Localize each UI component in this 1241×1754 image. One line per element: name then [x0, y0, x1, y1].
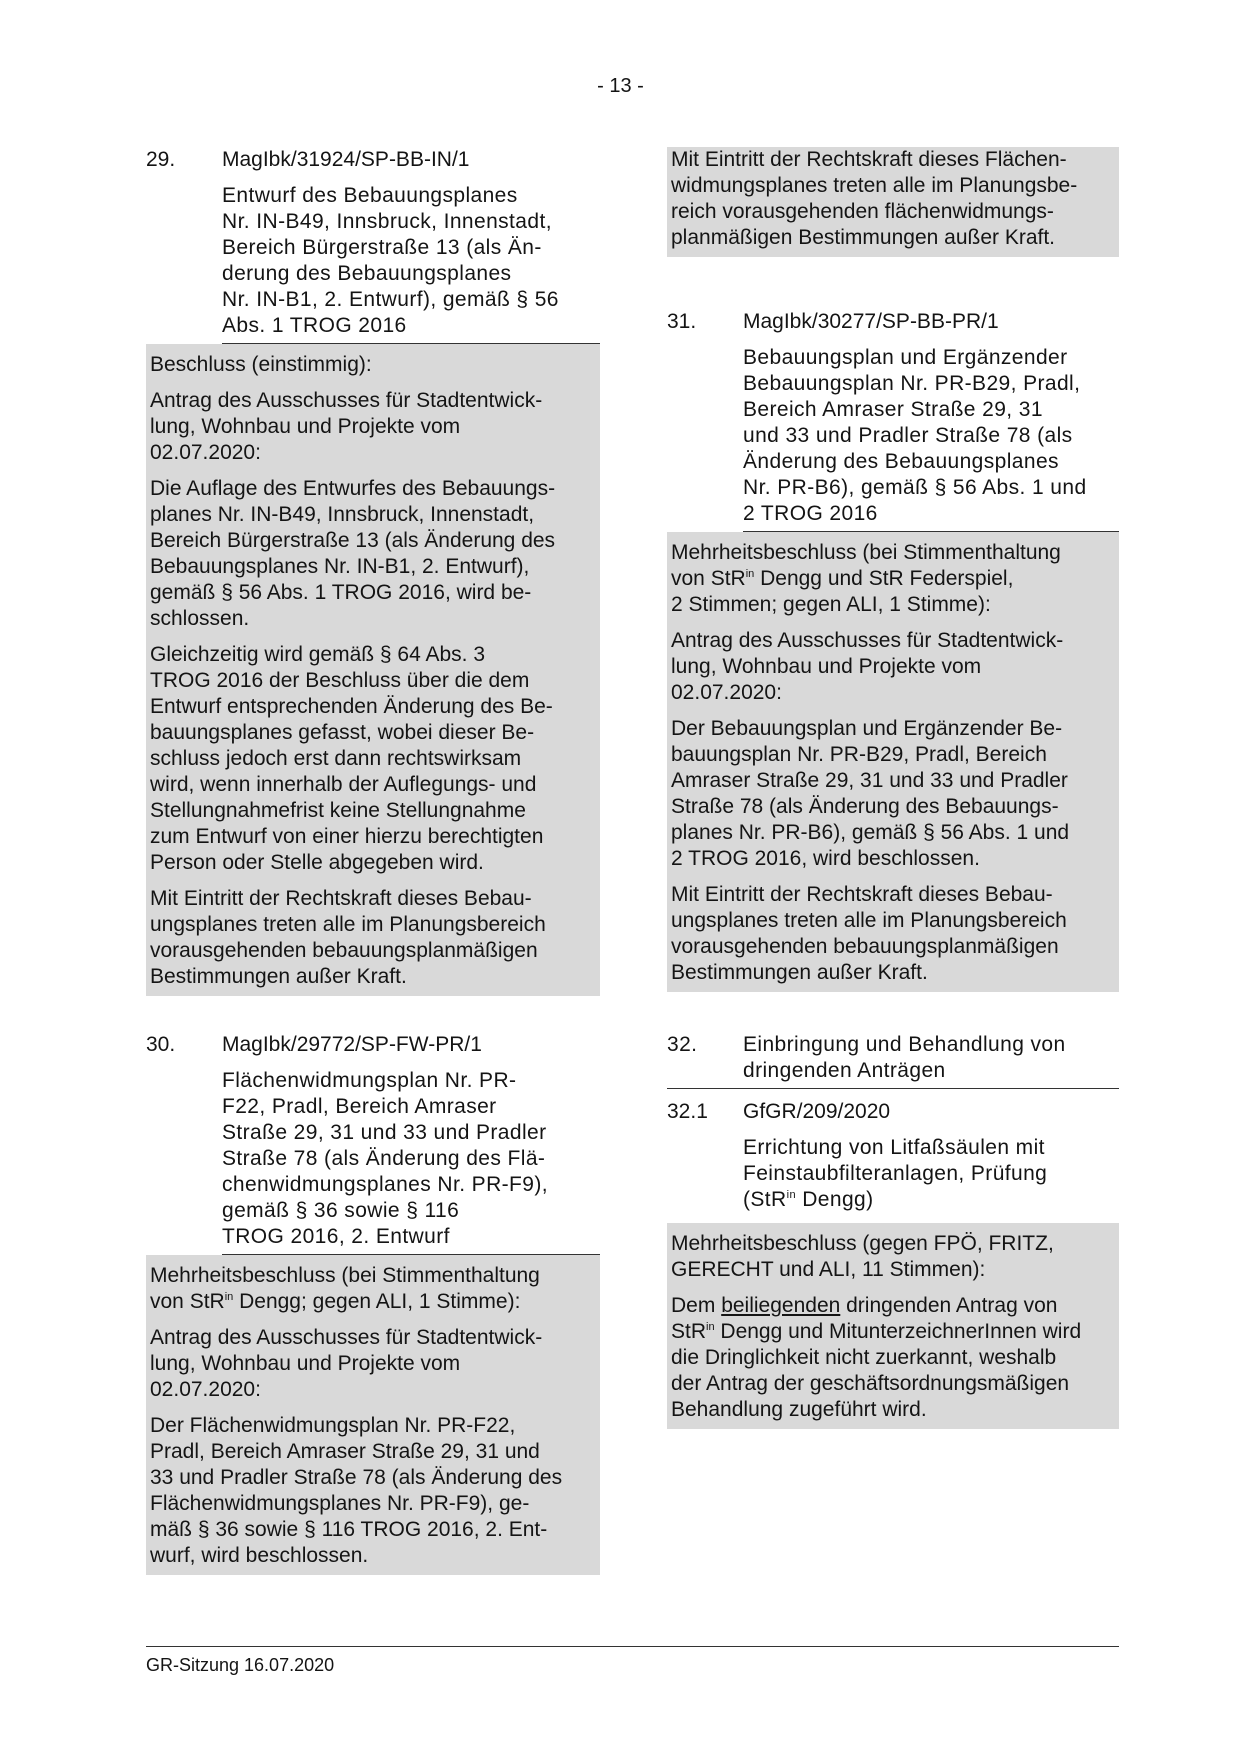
decision-type: Mehrheitsbeschluss (bei Stimmenthaltung von StR$^{in}$ Dengg und StR Federspiel, 2 Stimmen; gegen ALI, 1 Stimme): — [671, 541, 1061, 616]
agenda-item-32 — [667, 1032, 1119, 1089]
agenda-item-30 — [146, 1032, 600, 1575]
resolution-text: Mit Eintritt der Rechtskraft dieses Bebau- ungsplanes treten alle im Planungsbereich vorausgehenden bebauungsplanmäßigen Bestimmungen außer Kraft. — [671, 883, 1067, 984]
left-column — [146, 147, 600, 1575]
decision-type: Mehrheitsbeschluss (bei Stimmenthaltung von StR$^{in}$ Dengg; gegen ALI, 1 Stimme): — [150, 1264, 540, 1313]
resolution-text: Die Auflage des Entwurfes des Bebauungs- planes Nr. IN-B49, Innsbruck, Innenstadt, Bereich Bürgerstraße 13 (als Änderung des Bebauungsplanes Nr. IN-B1, 2. Entwurf), gemäß § 56 Abs. 1 TROG 2016, wird be- schlossen. — [150, 477, 556, 630]
motion-source: Antrag des Ausschusses für Stadtentwick- lung, Wohnbau und Projekte vom 02.07.2020: — [150, 389, 543, 464]
item-reference: MagIbk/29772/SP-FW-PR/1 — [222, 1033, 482, 1056]
item-number: 32. — [667, 1033, 698, 1056]
item-title: Bebauungsplan und Ergänzender Bebauungsplan Nr. PR-B29, Pradl, Bereich Amraser Straße 29, 31 und 33 und Pradler Straße 78 (als Änderung des Bebauungsplanes Nr. PR-B6), gemäß § 56 Abs. 1 und 2 TROG 2016 — [743, 345, 1119, 532]
resolution-text: Mit Eintritt der Rechtskraft dieses Flächen- widmungsplanes treten alle im Planungsbe- reich vorausgehenden flächenwidmungs- planmäßigen Bestimmungen außer Kraft. — [671, 148, 1078, 249]
footer-session-date: GR-Sitzung 16.07.2020 — [146, 1655, 335, 1675]
item-title: Entwurf des Bebauungsplanes Nr. IN-B49, Innsbruck, Innenstadt, Bereich Bürgerstraße 13 (als Än- derung des Bebauungsplanes Nr. IN-B1, 2. Entwurf), gemäß § 56 Abs. 1 TROG 2016 — [222, 183, 600, 344]
item-reference: MagIbk/31924/SP-BB-IN/1 — [222, 148, 470, 171]
motion-source: Antrag des Ausschusses für Stadtentwick- lung, Wohnbau und Projekte vom 02.07.2020: — [150, 1326, 543, 1401]
item-number: 32.1 — [667, 1100, 708, 1123]
resolution-text: Der Flächenwidmungsplan Nr. PR-F22, Pradl, Bereich Amraser Straße 29, 31 und 33 und Pradler Straße 78 (als Änderung des Flächenwidmungsplanes Nr. PR-F9), ge- mäß § 36 sowie § 116 TROG 2016, 2. Ent- wurf, wird beschlossen. — [150, 1414, 563, 1567]
resolution-text: Dem beiliegenden dringenden Antrag von StR$^{in}$ Dengg und MitunterzeichnerInnen wird die Dringlichkeit nicht zuerkannt, weshalb der Antrag der geschäftsordnungsmäßigen Behandlung zugeführt wird. — [671, 1294, 1082, 1421]
resolution-text: Gleichzeitig wird gemäß § 64 Abs. 3 TROG 2016 der Beschluss über die dem Entwurf entsprechenden Änderung des Be- bauungsplanes gefasst, wobei dieser Be- schluss jedoch erst dann rechtswirksam wird, wenn innerhalb der Auflegungs- und Stellungnahmefrist keine Stellungnahme zum Entwurf von einer hierzu berechtigten Person oder Stelle abgegeben wird. — [150, 643, 553, 874]
resolution-box — [667, 532, 1119, 992]
item-reference: GfGR/209/2020 — [743, 1100, 891, 1123]
page-number: - 13 - — [597, 75, 644, 97]
agenda-item-32-1 — [667, 1099, 1119, 1429]
item-title: Einbringung und Behandlung von dringenden Anträgen — [743, 1033, 1066, 1082]
agenda-item-31 — [667, 309, 1119, 992]
resolution-box — [146, 344, 600, 996]
item-title: Flächenwidmungsplan Nr. PR- F22, Pradl, Bereich Amraser Straße 29, 31 und 33 und Pradler Straße 78 (als Änderung des Flä- chenwidmungsplanes Nr. PR-F9), gemäß § 36 sowie § 116 TROG 2016, 2. Entwurf — [222, 1068, 600, 1255]
item-title: Errichtung von Litfaßsäulen mit Feinstaubfilteranlagen, Prüfung (StR$^{in}$ Dengg) — [743, 1136, 1048, 1211]
item-number: 30. — [146, 1033, 176, 1056]
item-reference: MagIbk/30277/SP-BB-PR/1 — [743, 310, 999, 333]
decision-type: Beschluss (einstimmig): — [150, 353, 372, 376]
agenda-item-29 — [146, 147, 600, 996]
footer-divider — [146, 1646, 1119, 1647]
resolution-text: Mit Eintritt der Rechtskraft dieses Bebau- ungsplanes treten alle im Planungsbereich vorausgehenden bebauungsplanmäßigen Bestimmungen außer Kraft. — [150, 887, 546, 988]
resolution-text: Der Bebauungsplan und Ergänzender Be- bauungsplan Nr. PR-B29, Pradl, Bereich Amraser Straße 29, 31 und 33 und Pradler Straße 78 (als Änderung des Bebauungs- planes Nr. PR-B6), gemäß § 56 Abs. 1 und 2 TROG 2016, wird beschlossen. — [671, 717, 1070, 870]
resolution-box — [667, 1223, 1119, 1429]
carryover-box — [667, 147, 1119, 257]
decision-type: Mehrheitsbeschluss (gegen FPÖ, FRITZ, GERECHT und ALI, 11 Stimmen): — [671, 1232, 1054, 1281]
resolution-box — [146, 1255, 600, 1575]
attachment-link[interactable]: beiliegenden — [721, 1294, 841, 1317]
item-number: 31. — [667, 310, 697, 333]
item-number: 29. — [146, 148, 176, 171]
right-column — [667, 147, 1119, 1429]
motion-source: Antrag des Ausschusses für Stadtentwick- lung, Wohnbau und Projekte vom 02.07.2020: — [671, 629, 1064, 704]
